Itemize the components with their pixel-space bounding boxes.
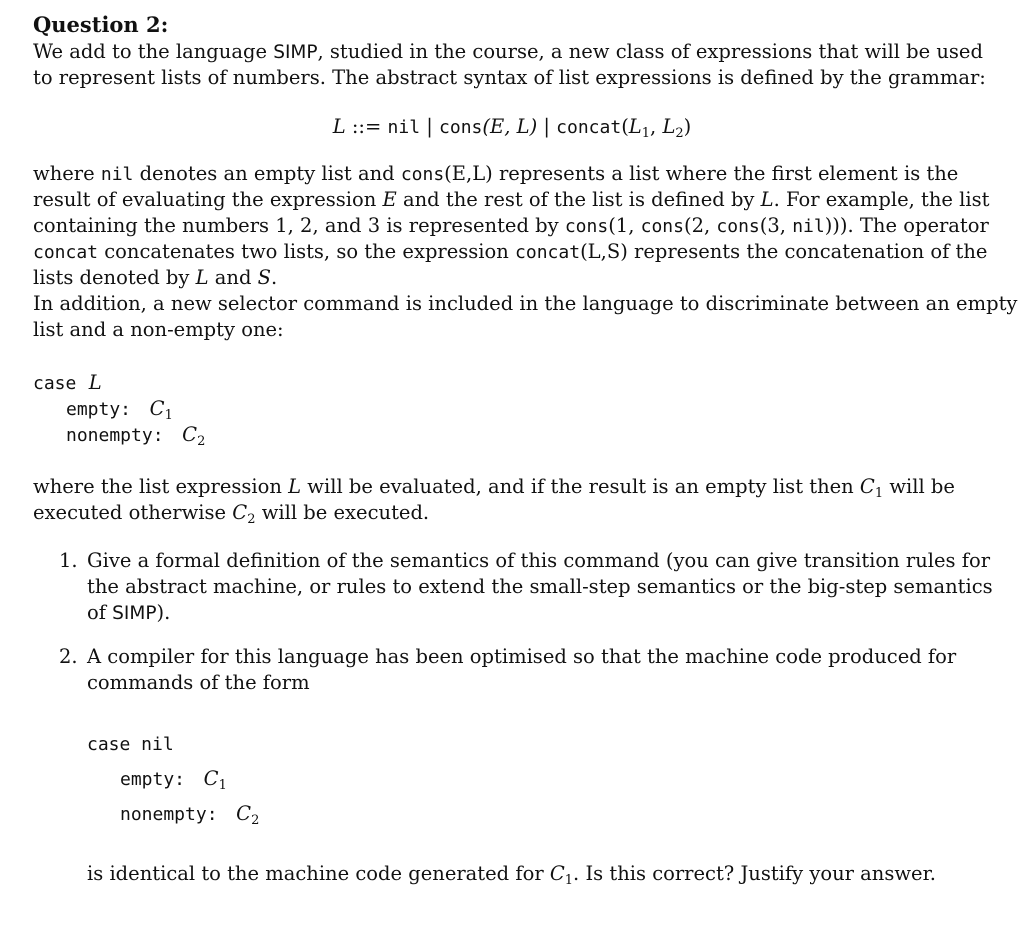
item-2-number: 2.	[59, 645, 78, 668]
text: will be	[883, 475, 955, 498]
text: where	[33, 162, 101, 185]
subscript: 1	[564, 873, 574, 888]
code-nil: nil	[100, 164, 134, 185]
text: result of evaluating the expression	[33, 188, 383, 211]
code-cons: cons	[564, 216, 609, 237]
where-line-1	[33, 161, 959, 188]
math-C: C	[182, 423, 198, 446]
code-empty: empty:	[120, 769, 186, 790]
math-C: C	[549, 862, 565, 885]
math-S: S	[257, 266, 271, 289]
text: executed otherwise	[33, 501, 233, 524]
text: (3,	[759, 214, 793, 237]
case-line	[33, 370, 102, 397]
text: lists denoted by	[33, 266, 196, 289]
text: |	[537, 115, 557, 138]
intro-line-2: to represent lists of numbers. The abstract syntax of list expressions is defined by the grammar:	[33, 66, 986, 89]
text: We add to the language	[33, 40, 274, 63]
code-concat: concat	[556, 117, 622, 138]
item-2-line-2: commands of the form	[87, 671, 310, 694]
case-nil-nonempty-line	[120, 801, 259, 834]
simp-name: SIMP	[273, 42, 318, 63]
math-C: C	[859, 475, 875, 498]
text: concatenates two lists, so the expression	[98, 240, 516, 263]
text: (	[621, 115, 629, 138]
text: (2,	[683, 214, 717, 237]
text: of	[87, 601, 113, 624]
subscript: 1	[218, 778, 227, 793]
intro-line-1	[33, 39, 983, 66]
grammar-rule	[0, 114, 1024, 147]
text: containing the numbers 1, 2, and 3 is represented by	[33, 214, 565, 237]
where-line-2	[33, 187, 990, 213]
math-C: C	[149, 397, 165, 420]
text: |	[420, 115, 440, 138]
addition-line-2: list and a non-empty one:	[33, 318, 284, 341]
math-L: L	[628, 115, 642, 138]
subscript: 2	[197, 434, 206, 449]
text: ))). The operator	[824, 214, 989, 237]
item-2-line-1: A compiler for this language has been optimised so that the machine code produced for	[87, 645, 957, 668]
code-concat: concat	[33, 242, 99, 263]
math-C: C	[236, 802, 252, 825]
text: . For example, the list	[773, 188, 990, 211]
math-L: L	[288, 475, 302, 498]
text: denotes an empty list and	[133, 162, 401, 185]
item-1-number: 1.	[59, 549, 78, 572]
item-1-line-3	[87, 600, 170, 627]
where2-line-2	[33, 500, 429, 533]
text: ,	[650, 115, 663, 138]
case-nil-empty-line	[120, 766, 227, 799]
text: ::=	[345, 115, 388, 138]
math-L: L	[662, 115, 676, 138]
where-line-3	[33, 213, 989, 240]
nonempty-line	[66, 422, 205, 455]
text: , studied in the course, a new class of expressions that will be used	[317, 40, 983, 63]
code-cons: cons	[640, 216, 684, 237]
math-C: C	[203, 767, 219, 790]
text: and	[208, 266, 258, 289]
subscript: 2	[675, 126, 684, 141]
text: (1,	[608, 214, 641, 237]
math-L: L	[760, 188, 774, 211]
code-nil: nil	[387, 117, 421, 138]
text: . Is this correct? Justify your answer.	[573, 862, 936, 885]
text: (E,L) represents a list where the first element is the	[444, 162, 959, 185]
question-title: Question 2:	[33, 12, 169, 37]
math-L: L	[195, 266, 209, 289]
simp-name: SIMP	[112, 603, 157, 624]
text: )	[683, 115, 692, 138]
item-1-line-2: the abstract machine, or rules to extend the small-step semantics or the big-step semantics	[87, 575, 993, 598]
math-L: L	[332, 115, 346, 138]
where-line-5	[33, 265, 277, 291]
code-empty: empty:	[66, 399, 132, 420]
code-nil: nil	[792, 216, 825, 237]
text: will be executed.	[255, 501, 430, 524]
subscript: 1	[874, 486, 884, 501]
text: (L,S) represents the concatenation of the	[580, 240, 988, 263]
text: and the rest of the list is defined by	[396, 188, 761, 211]
subscript: 2	[251, 813, 260, 828]
math-L: L	[88, 371, 102, 394]
code-nonempty: nonempty:	[120, 804, 218, 825]
code-case-nil: case nil	[87, 734, 174, 755]
code-case: case	[33, 373, 77, 394]
text: will be evaluated, and if the result is an empty list then	[301, 475, 860, 498]
text: is identical to the machine code generated for	[87, 862, 550, 885]
addition-line-1: In addition, a new selector command is included in the language to discriminate between an empty	[33, 292, 1018, 315]
text: ).	[156, 601, 171, 624]
final-question-line	[87, 861, 936, 894]
math-args: (E, L)	[482, 115, 538, 138]
text: where the list expression	[33, 475, 289, 498]
code-cons: cons	[439, 117, 483, 138]
math-E: E	[382, 188, 397, 211]
subscript: 2	[247, 512, 256, 527]
code-cons: cons	[400, 164, 445, 185]
code-nonempty: nonempty:	[66, 425, 164, 446]
code-concat: concat	[515, 242, 581, 263]
subscript: 1	[641, 126, 651, 141]
subscript: 1	[164, 408, 173, 423]
text: .	[271, 266, 278, 289]
math-C: C	[232, 501, 248, 524]
item-1-line-1: Give a formal definition of the semantics of this command (you can give transition rules for	[87, 549, 991, 572]
case-nil-line	[87, 731, 174, 758]
where-line-4	[33, 239, 988, 266]
code-cons: cons	[716, 216, 760, 237]
